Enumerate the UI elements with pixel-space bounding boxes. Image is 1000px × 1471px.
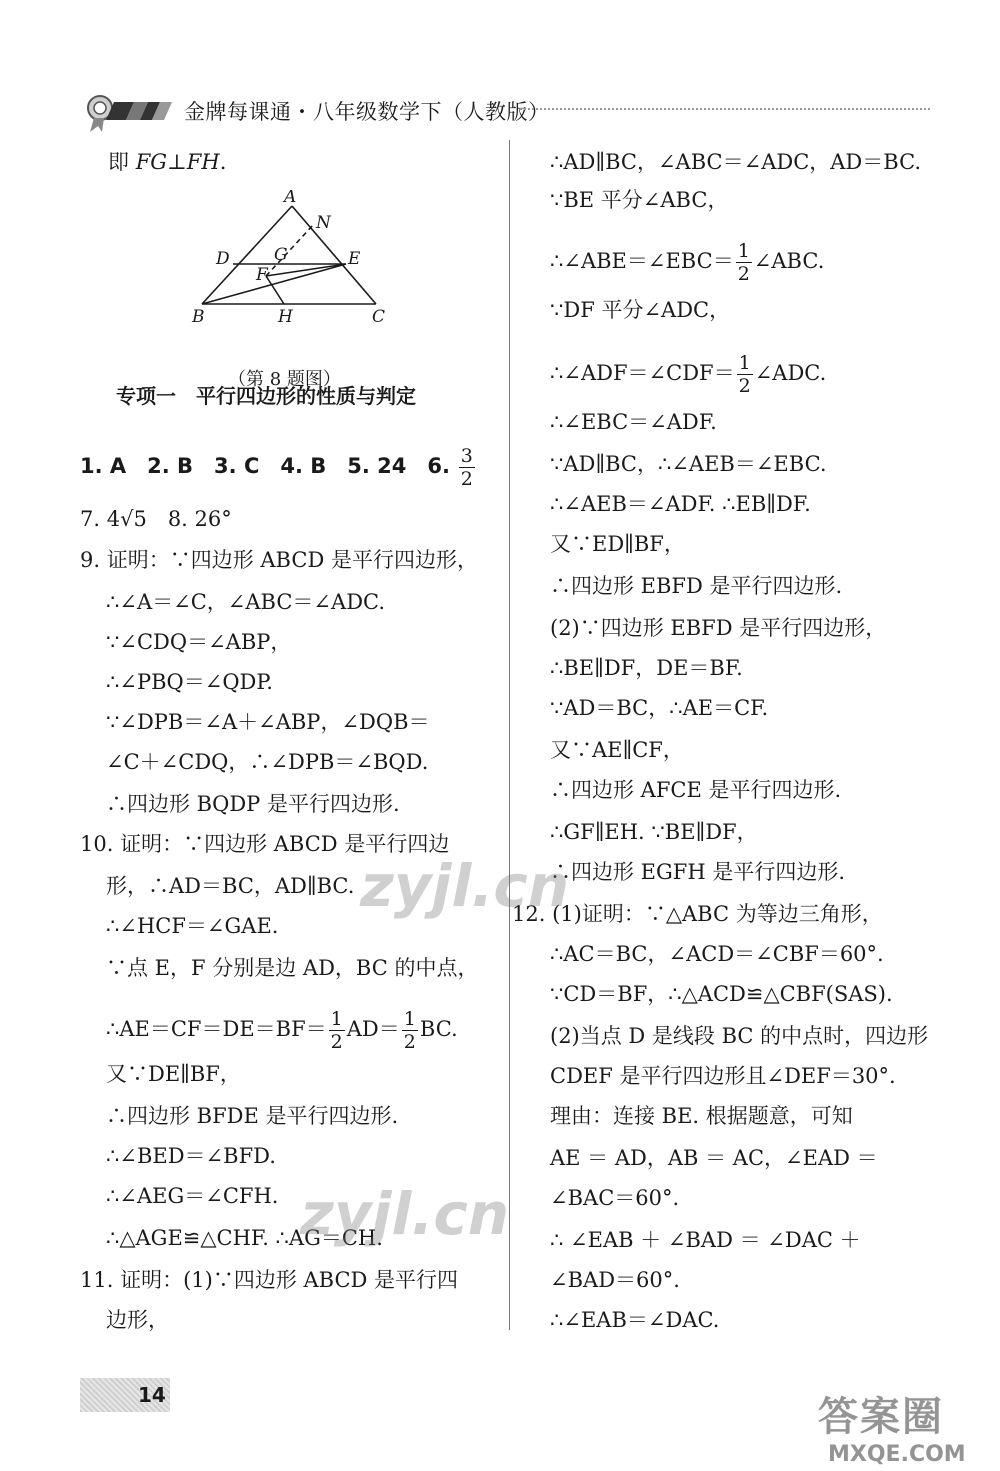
r-line-6: ∴∠EBC＝∠ADF. [550,410,717,434]
page-header [80,90,930,134]
q10-line-8: ∴∠BED＝∠BFD. [106,1144,276,1168]
label-n: N [316,213,331,233]
fraction-3-2: $\frac{3}{2}$ [460,445,473,490]
q10-line-2: 形，∴AD＝BC，AD∥BC. [106,874,355,898]
q12-line-5: CDEF 是平行四边形且∠DEF＝30°. [550,1064,896,1088]
q9-line-1: 9. 证明：∵四边形 ABCD 是平行四边形， [80,548,478,572]
q12-line-4: (2)当点 D 是线段 BC 的中点时，四边形 [550,1024,929,1048]
medal-ribbon-icon [80,90,176,134]
line-fg-perp-fh: 即 FG⊥FH. [108,150,227,174]
q12-line-2: ∴AC＝BC，∠ACD＝∠CBF＝60°. [550,942,884,966]
r-line-12: ∴BE∥DF，DE＝BF. [550,656,743,680]
r-line-5: ∴∠ADF＝∠CDF＝ $\frac{1}{2}$ ∠ADC. [550,352,827,397]
q9-line-4: ∴∠PBQ＝∠QDP. [106,670,273,694]
q11-line-1: 11. 证明：(1)∵四边形 ABCD 是平行四 [80,1268,459,1292]
q9-line-2: ∴∠A＝∠C，∠ABC＝∠ADC. [106,590,386,614]
q9-line-6: ∠C＋∠CDQ，∴∠DPB＝∠BQD. [106,750,429,774]
label-e: E [348,249,361,269]
q12-line-8: ∠BAC＝60°. [550,1186,680,1210]
r-line-11: (2)∵四边形 EBFD 是平行四边形， [550,616,887,640]
page-number: 14 [138,1383,166,1407]
r-line-14: 又∵AE∥CF， [550,738,684,762]
q9-line-7: ∴四边形 BQDP 是平行四边形. [106,792,400,816]
q10-line-9: ∴∠AEG＝∠CFH. [106,1184,279,1208]
header-rule [520,108,930,110]
r-line-13: ∵AD＝BC，∴AE＝CF. [550,696,769,720]
r-line-17: ∴四边形 EGFH 是平行四边形. [550,860,846,884]
figure-caption: （第 8 题图） [228,369,341,390]
q12-line-9: ∴ ∠EAB ＋ ∠BAD ＝ ∠DAC ＋ [550,1228,861,1252]
answers-7-8: 7. 4√5 8. 26° [80,507,232,531]
r-line-15: ∴四边形 AFCE 是平行四边形. [550,778,842,802]
r-line-10: ∴四边形 EBFD 是平行四边形. [550,574,843,598]
r-line-7: ∵AD∥BC，∴∠AEB＝∠EBC. [550,452,827,476]
label-h: H [278,307,293,327]
q10-line-1: 10. 证明：∵四边形 ABCD 是平行四边 [80,832,450,856]
column-divider [509,140,510,1330]
label-f: F [256,265,268,285]
q11-line-2: 边形， [106,1308,169,1332]
q10-line-10: ∴△AGE≌△CHF. ∴AG＝CH. [106,1226,383,1250]
book-title: 金牌每课通・八年级数学下（人教版） [184,100,550,124]
label-a: A [284,190,297,207]
q12-line-6: 理由：连接 BE. 根据题意，可知 [550,1104,853,1128]
r-line-1: ∴AD∥BC，∠ABC＝∠ADC，AD＝BC. [550,150,922,174]
label-d: D [216,249,230,269]
q10-line-6: 又∵DE∥BF， [106,1062,241,1086]
q10-line-4: ∵点 E，F 分别是边 AD，BC 的中点， [106,956,479,980]
r-line-2: ∵BE 平分∠ABC， [550,188,729,212]
q10-line-5: ∴AE＝CF＝DE＝BF＝ $\frac{1}{2}$ AD＝ $\frac{1}{2}$ BC. [106,1008,458,1053]
answers-1-6: 1. A 2. B 3. C 4. B 5. 24 6. $\frac{3}{2}$ [80,445,473,490]
q12-line-11: ∴∠EAB＝∠DAC. [550,1308,720,1332]
q12-line-7: AE ＝ AD，AB ＝ AC，∠EAD ＝ [550,1146,878,1170]
r-line-16: ∴GF∥EH. ∵BE∥DF， [550,820,758,844]
triangle-figure [188,190,418,330]
q12-line-10: ∠BAD＝60°. [550,1268,680,1292]
watermark-bottom: zyjl.cn [300,1180,510,1248]
q10-line-3: ∴∠HCF＝∠GAE. [106,914,279,938]
label-b: B [192,307,205,327]
label-g: G [274,245,288,265]
q9-line-5: ∵∠DPB＝∠A＋∠ABP，∠DQB＝ [106,710,430,734]
watermark-top: zyjl.cn [360,852,570,920]
r-line-9: 又∵ED∥BF， [550,532,685,556]
r-line-3: ∴∠ABE＝∠EBC＝ $\frac{1}{2}$ ∠ABC. [550,240,825,285]
q12-line-3: ∵CD＝BF，∴△ACD≌△CBF(SAS). [550,982,893,1006]
r-line-8: ∴∠AEB＝∠ADF. ∴EB∥DF. [550,492,811,516]
q9-line-3: ∵∠CDQ＝∠ABP， [106,630,292,654]
section-title: 专项一 平行四边形的性质与判定 [116,384,416,408]
q12-line-1: 12. (1)证明：∵△ABC 为等边三角形， [512,902,883,926]
q10-line-7: ∴四边形 BFDE 是平行四边形. [106,1104,399,1128]
corner-logo: 答案圈 MXQE.COM [818,1394,966,1467]
label-c: C [372,307,386,327]
r-line-4: ∵DF 平分∠ADC， [550,298,731,322]
